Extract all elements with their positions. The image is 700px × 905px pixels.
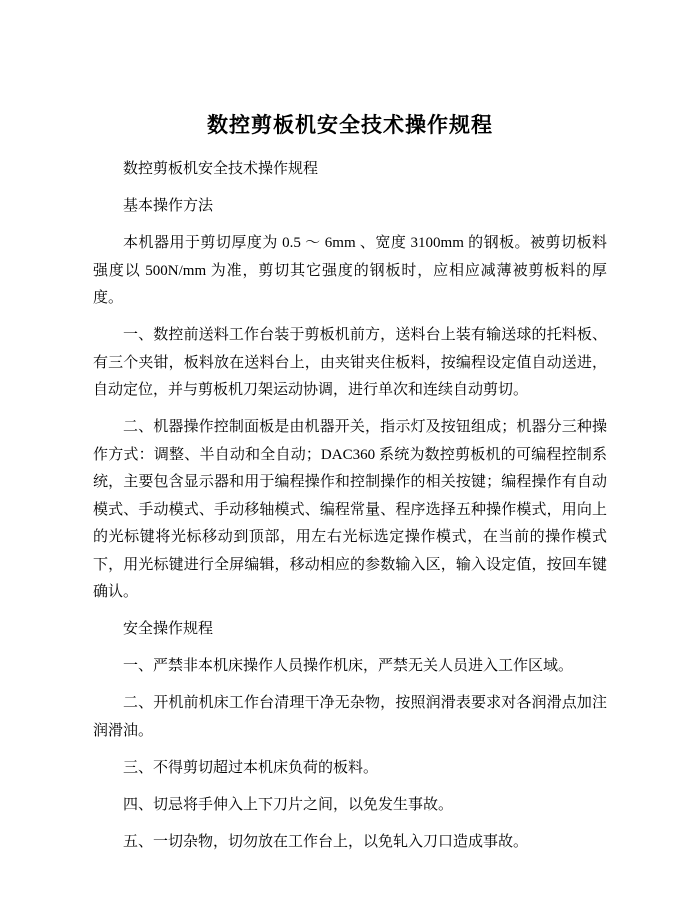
- paragraph-safety-item-3: 三、不得剪切超过本机床负荷的板料。: [123, 759, 379, 776]
- paragraph-subtitle: 数控剪板机安全技术操作规程: [123, 161, 319, 177]
- paragraph-section-safety-rules: 安全操作规程: [123, 621, 214, 637]
- document-title: 数控剪板机安全技术操作规程: [207, 113, 493, 137]
- paragraph-safety-item-1: 一、严禁非本机床操作人员操作机床，严禁无关人员进入工作区域。: [123, 658, 574, 674]
- paragraph-basic-item-1: 一、数控前送料工作台装于剪板机前方，送料台上装有输送球的托料板、有三个夹钳，板料放在送料台上，由夹钳夹住板料，按编程设定值自动送进，自动定位，并与剪板机刀架运动协调，进行单次和连续自动剪切。: [93, 327, 607, 398]
- paragraph-basic-item-2: 二、机器操作控制面板是由机器开关，指示灯及按钮组成；机器分三种操作方式：调整、半自动和全自动；DAC360 系统为数控剪板机的可编程控制系统，主要包含显示器和用于编程操作和控制操作的相关按键；编程操作有自动模式、手动模式、手动移轴模式、编程常量、程序选择五种操作模式，用向上的光标键将光标移动到顶部，用左右光标选定操作模式，在当前的操作模式下，用光标键进行全屏编辑，移动相应的参数输入区，输入设定值，按回车键确认。: [93, 419, 607, 600]
- paragraph-safety-item-4: 四、切忌将手伸入上下刀片之间，以免发生事故。: [123, 796, 454, 813]
- paragraph-safety-item-2: 二、开机前机床工作台清理干净无杂物，按照润滑表要求对各润滑点加注润滑油。: [93, 695, 607, 739]
- paragraph-machine-specs: 本机器用于剪切厚度为 0.5 ～ 6mm 、宽度 3100mm 的钢板。被剪切板料强度以 500N/mm 为准，剪切其它强度的钢板时，应相应减薄被剪板料的厚度。: [93, 235, 607, 306]
- paragraph-safety-item-5: 五、一切杂物，切勿放在工作台上，以免轧入刀口造成事故。: [123, 833, 529, 850]
- paragraph-section-basic-operation: 基本操作方法: [123, 198, 214, 214]
